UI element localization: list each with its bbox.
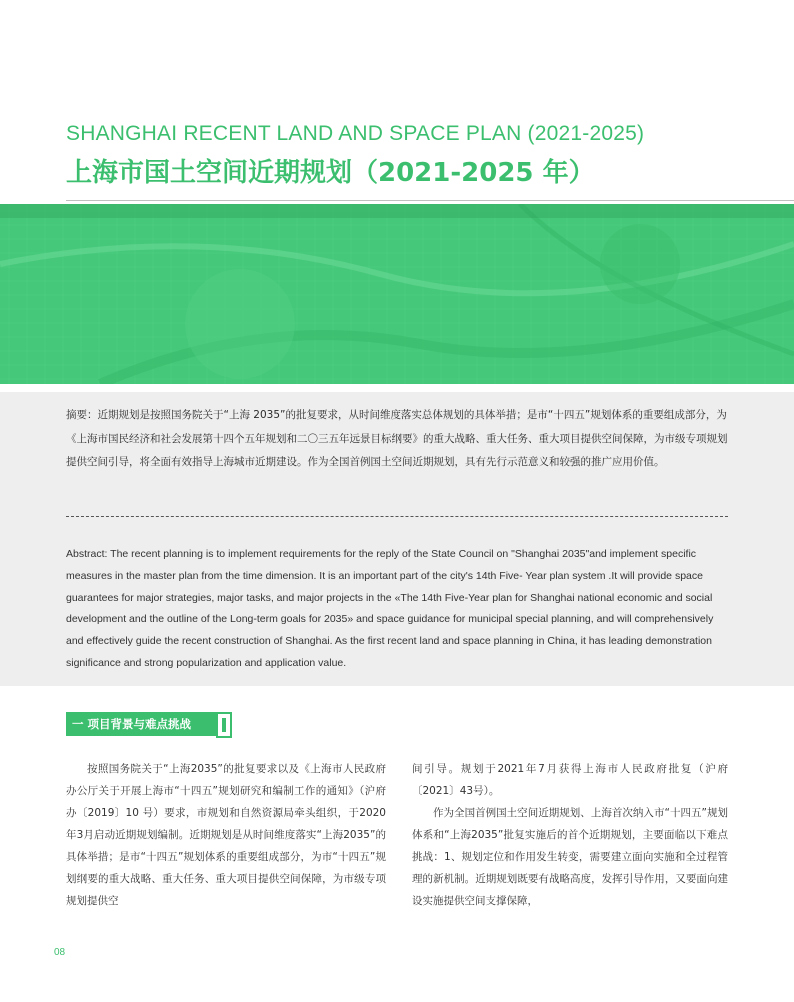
body-paragraph: 作为全国首例国土空间近期规划、上海首次纳入市“十四五”规划体系和“上海2035”批复实施后的首个近期规划，主要面临以下难点挑战：1、规划定位和作用发生转变，需要建立面向实施和全过程管理的新机制。近期规划既要有战略高度，发挥引导作用，又要面向建设实施提供空间支撑保障， [412, 807, 728, 907]
body-paragraph: 间引导。规划于2021年7月获得上海市人民政府批复（沪府〔2021〕43号）。 [412, 763, 728, 797]
hero-banner [0, 204, 794, 384]
header-rule [66, 200, 794, 201]
aerial-map-texture [0, 204, 794, 384]
body-paragraph: 按照国务院关于“上海2035”的批复要求以及《上海市人民政府办公厅关于开展上海市“十四五”规划研究和编制工作的通知》（沪府办〔2019〕10 号）要求，市规划和自然资源局牵头组织，于2020年3月启动近期规划编制。近期规划是从时间维度落实“上海2035”的具体举措；是市“十四五”规划体系的重要组成部分，为市“十四五”规划纲要的重大战略、重大任务、重大项目提供空间保障，为市级专项规划提供空 [66, 763, 386, 907]
page-number: 08 [54, 947, 66, 958]
body-column-left [66, 758, 386, 912]
abstract-divider [66, 516, 728, 517]
title-english: SHANGHAI RECENT LAND AND SPACE PLAN (2021-2025) [66, 122, 645, 145]
abstract-english: Abstract: The recent planning is to implement requirements for the reply of the State Council on "Shanghai 2035"and implement specific measures in the master plan from the time dimension. It is an important part of the city's 14th Five- Year plan system .It will provide space guarantees for major strategies, major tasks, and major projects in the «The 14th Five-Year plan for Shanghai national economic and social development and the outline of the Long-term goals for 2035» and space guidance for municipal special planning, and will comprehensively and effectively guide the recent construction of Shanghai. As the first recent land and space planning in China, it has leading demonstration significance and strong popularization and application value. [66, 548, 714, 669]
section-heading: 一 项目背景与难点挑战 [66, 712, 216, 736]
title-chinese: 上海市国土空间近期规划（2021-2025 年） [66, 158, 595, 188]
abstract-chinese: 摘要：近期规划是按照国务院关于“上海 2035”的批复要求，从时间维度落实总体规划的具体举措；是市“十四五”规划体系的重要组成部分，为《上海市国民经济和社会发展第十四个五年规划和二〇三五年远景目标纲要》的重大战略、重大任务、重大项目提供空间保障，为市级专项规划提供空间引导，将全面有效指导上海城市近期建设。作为全国首例国土空间近期规划，具有先行示范意义和较强的推广应用价值。 [66, 409, 728, 468]
section-marker-icon [216, 712, 232, 738]
body-column-right [412, 758, 728, 912]
